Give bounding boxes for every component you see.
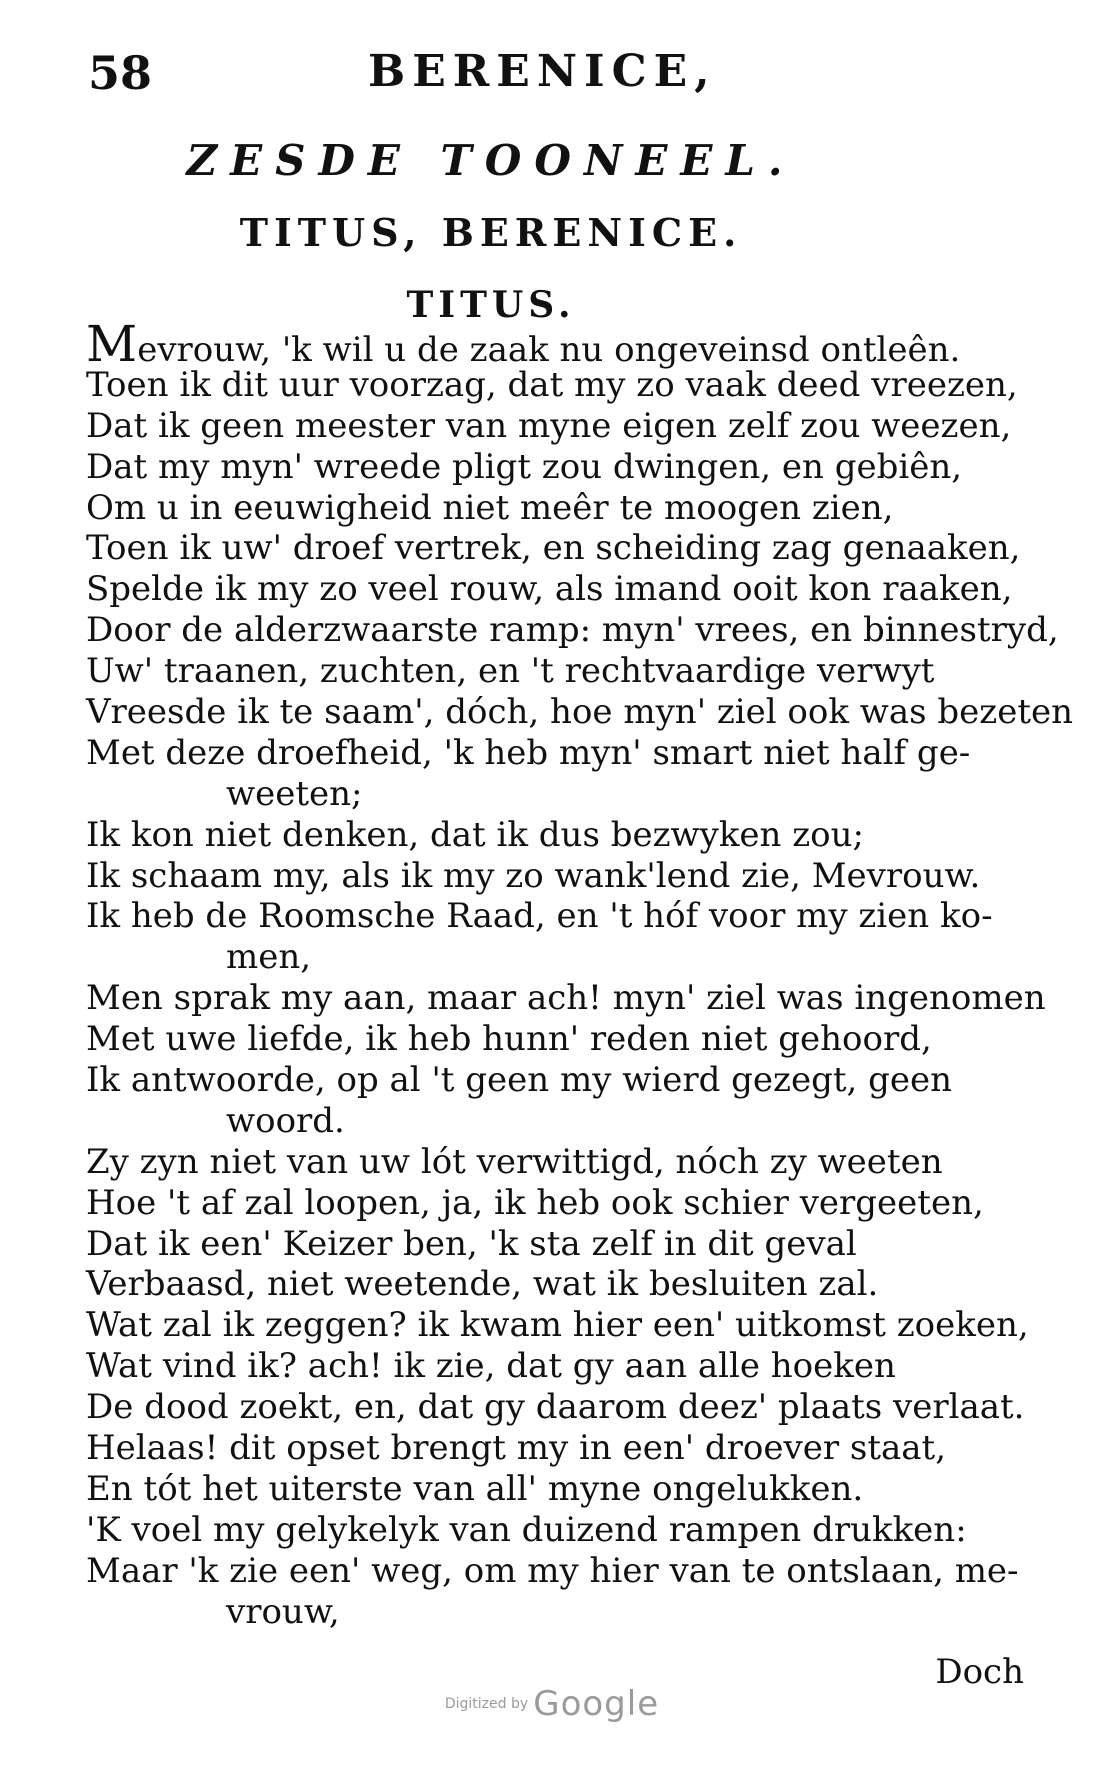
verse-line [86, 978, 1046, 1019]
verse-line [86, 488, 1026, 529]
verse-line [86, 1592, 1026, 1633]
verse-line [86, 365, 1026, 406]
verse-line-text: Om u in eeuwigheid niet meêr te moogen zien, [86, 487, 894, 528]
verse-line-text: Vreesde ik te saam', dóch, hoe myn' ziel ook was bezeten [86, 692, 1074, 733]
verse-line-text: woord. [226, 1100, 345, 1141]
verse-line [86, 1305, 1029, 1346]
verse-line-text: evrouw, 'k wil u de zaak nu ongeveinsd ontleên. [137, 330, 961, 370]
verse-line [86, 1551, 1026, 1592]
verse-line [86, 774, 1026, 815]
verse-line [86, 1387, 1026, 1428]
verse-line [86, 1510, 1026, 1551]
verse-line-text: Spelde ik my zo veel rouw, als imand ooit kon raaken, [86, 569, 1013, 610]
speaker-name: TITUS. [406, 284, 576, 326]
verse-line-text: Met uwe liefde, ik heb hunn' reden niet gehoord, [86, 1019, 932, 1060]
scene-characters: TITUS, BERENICE. [239, 210, 743, 255]
verse-line [86, 1264, 1026, 1305]
verse-line [86, 447, 1026, 488]
verse-line-text: Ik heb de Roomsche Raad, en 't hóf voor my zien ko- [86, 896, 993, 937]
page-header [0, 40, 1104, 100]
verse-line [86, 692, 1074, 733]
verse-line-text: De dood zoekt, en, dat gy daarom deez' plaats verlaat. [86, 1387, 1025, 1428]
verse-line [86, 1142, 1026, 1183]
verse-line-text: Dat ik geen meester van myne eigen zelf zou weezen, [86, 405, 1012, 446]
verse-line [86, 315, 1026, 373]
verse-line [86, 528, 1026, 569]
verse-line-text: Wat zal ik zeggen? ik kwam hier een' uitkomst zoeken, [86, 1305, 1029, 1346]
verse-line [86, 1224, 1026, 1265]
verse-line [86, 815, 1026, 856]
verse-line [86, 1469, 1026, 1510]
verse-line-text: Ik antwoorde, op al 't geen my wierd gezegt, geen [86, 1060, 953, 1101]
page-number: 58 [88, 46, 153, 100]
catchword: Doch [935, 1652, 1024, 1692]
verse-line-text: Maar 'k zie een' weg, om my hier van te ontslaan, me- [86, 1550, 1019, 1591]
verse-line [86, 610, 1059, 651]
verse-line-text: Dat ik een' Keizer ben, 'k sta zelf in dit geval [86, 1223, 857, 1264]
verse-line-text: vrouw, [226, 1591, 340, 1632]
verse-line [86, 1183, 1026, 1224]
verse-line-text: Dat my myn' wreede pligt zou dwingen, en gebiên, [86, 446, 963, 487]
verse-line [86, 1019, 1026, 1060]
verse-line-text: Ik schaam my, als ik my zo wank'lend zie, Mevrouw. [86, 855, 981, 896]
verse-line-text: En tót het uiterste van all' myne ongelukken. [86, 1468, 864, 1509]
verse-line-text: Men sprak my aan, maar ach! myn' ziel was ingenomen [86, 978, 1046, 1019]
scene-heading: ZESDE TOONEEL. [186, 136, 796, 185]
verse-line-text: Wat vind ik? ach! ik zie, dat gy aan alle hoeken [86, 1346, 896, 1387]
initial-letter: M [86, 315, 138, 373]
verse-line-text: Verbaasd, niet weetende, wat ik besluiten zal. [86, 1264, 879, 1305]
verse-line-text: Met deze droefheid, 'k heb myn' smart niet half ge- [86, 732, 971, 773]
verse-line-text: Door de alderzwaarste ramp: myn' vrees, en binnestryd, [86, 610, 1059, 651]
verse-line [86, 937, 1026, 978]
running-title: BERENICE, [368, 46, 717, 97]
google-logo: Google [533, 1684, 660, 1724]
verse-line [86, 896, 1026, 937]
verse-line-text: Toen ik uw' droef vertrek, en scheiding zag genaaken, [86, 528, 1021, 569]
verse-line-text: Helaas! dit opset brengt my in een' droever staat, [86, 1428, 947, 1469]
verse-line [86, 856, 1026, 897]
verse-line [86, 1428, 1026, 1469]
verse-line-text: weeten; [226, 773, 363, 814]
verse-line [86, 1346, 1026, 1387]
watermark-caption: Digitized by [444, 1696, 529, 1712]
verse-line [86, 651, 1026, 692]
verse-line-text: Hoe 't af zal loopen, ja, ik heb ook schier vergeeten, [86, 1182, 984, 1223]
verse-line-text: Uw' traanen, zuchten, en 't rechtvaardige verwyt [86, 651, 935, 692]
verse-line-text: 'K voel my gelykelyk van duizend rampen drukken: [86, 1509, 967, 1550]
verse-line-text: men, [226, 937, 312, 978]
verse-line [86, 406, 1026, 447]
verse-line [86, 1101, 1026, 1142]
verse-line-text: Toen ik dit uur voorzag, dat my zo vaak deed vreezen, [86, 364, 1018, 405]
digitization-watermark [0, 1684, 1104, 1724]
verse-line-text: Ik kon niet denken, dat ik dus bezwyken zou; [86, 814, 864, 855]
verse-line [86, 733, 1026, 774]
verse-line [86, 1060, 1026, 1101]
verse-text [86, 315, 1074, 1633]
verse-line [86, 569, 1026, 610]
verse-line-text: Zy zyn niet van uw lót verwittigd, nóch zy weeten [86, 1141, 943, 1182]
